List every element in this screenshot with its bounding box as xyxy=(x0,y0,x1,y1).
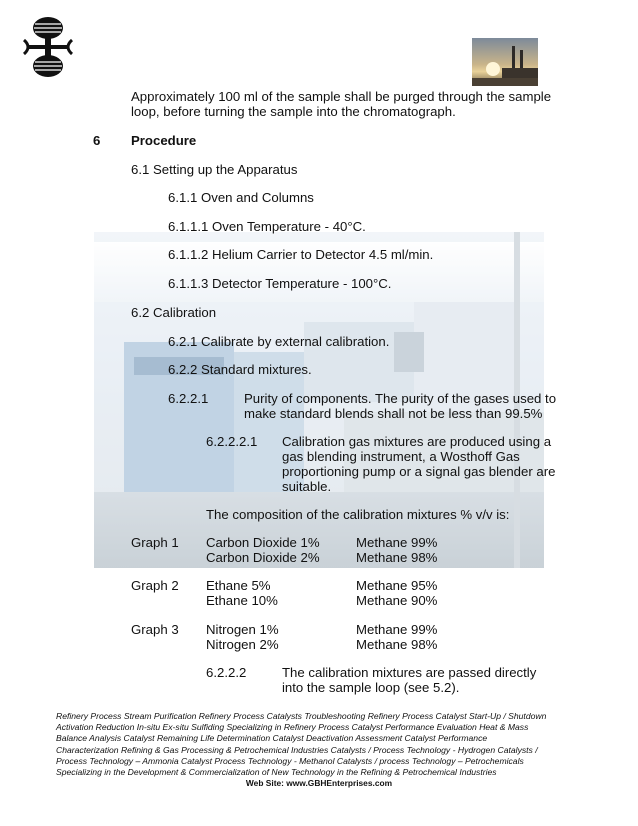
section-number: 6 xyxy=(93,133,101,148)
item-6-2-2-2-line-2: into the sample loop (see 5.2). xyxy=(282,680,460,695)
intro-line-2: loop, before turning the sample into the chromatograph. xyxy=(131,104,456,119)
graph-1-methane-2: Methane 98% xyxy=(356,550,438,565)
item-6-2-2-2-number: 6.2.2.2 xyxy=(206,665,247,680)
item-6-2-2-2-line-1: The calibration mixtures are passed directly xyxy=(282,665,537,680)
graph-3-methane-2: Methane 98% xyxy=(356,637,438,652)
item-6-2-2: 6.2.2 Standard mixtures. xyxy=(168,362,312,377)
graph-2-methane-2: Methane 90% xyxy=(356,593,438,608)
footer-line: Balance Analysis Catalyst Remaining Life Determination Catalyst Deactivation Assessment Catalyst Performance xyxy=(56,733,488,744)
intro-line-1: Approximately 100 ml of the sample shall be purged through the sample xyxy=(131,89,552,104)
item-6-2-2-2-1-line-3: proportioning pump or a signal gas blender are xyxy=(282,464,556,479)
website-link[interactable]: Web Site: www.GBHEnterprises.com xyxy=(245,778,393,788)
plant-photo xyxy=(472,38,538,86)
composition-intro: The composition of the calibration mixtures % v/v is: xyxy=(206,507,510,522)
graph-3-methane-1: Methane 99% xyxy=(356,622,438,637)
graph-1-component-1: Carbon Dioxide 1% xyxy=(206,535,320,550)
item-6-2-2-2-1-number: 6.2.2.2.1 xyxy=(206,434,258,449)
footer-line: Process Technology – Ammonia Catalyst Process Technology - Methanol Catalysts / process Technology – Petrochemicals xyxy=(56,755,524,766)
footer-line: Refinery Process Stream Purification Refinery Process Catalysts Troubleshooting Refinery Process Catalyst Start-Up / Shutdown xyxy=(56,711,547,721)
heading-6-1-1: 6.1.1 Oven and Columns xyxy=(168,190,314,205)
graph-1-component-2: Carbon Dioxide 2% xyxy=(206,550,320,565)
graph-1-label: Graph 1 xyxy=(131,535,179,550)
item-6-2-2-2-1-line-1: Calibration gas mixtures are produced using a xyxy=(282,434,552,449)
item-6-2-2-2-1-line-4: suitable. xyxy=(282,479,332,494)
footer-line: Specializing in the Development & Commercialization of New Technology in the Refining & Petrochemical Industries xyxy=(56,767,497,778)
item-6-2-2-1-line-1: Purity of components. The purity of the gases used to xyxy=(244,391,557,406)
item-6-1-1-3: 6.1.1.3 Detector Temperature - 100°C. xyxy=(168,276,392,291)
footer-line: Activation Reduction In-situ Ex-situ Sulfiding Specializing in Refinery Process Catalyst Performance Evaluation Heat & Mass xyxy=(56,722,529,733)
heading-6-2: 6.2 Calibration xyxy=(131,305,217,320)
company-logo xyxy=(22,14,74,80)
section-title: Procedure xyxy=(131,133,197,148)
graph-3-component-1: Nitrogen 1% xyxy=(206,622,279,637)
footer-line: Characterization Refining & Gas Processing & Petrochemical Industries Catalysts / Process Technology - Hydrogen Catalysts / xyxy=(56,744,538,755)
graph-3-label: Graph 3 xyxy=(131,622,179,637)
graph-3-component-2: Nitrogen 2% xyxy=(206,637,279,652)
item-6-2-2-1-number: 6.2.2.1 xyxy=(168,391,209,406)
heading-6-1: 6.1 Setting up the Apparatus xyxy=(131,162,298,177)
item-6-2-2-2-1-line-2: gas blending instrument, a Wosthoff Gas xyxy=(282,449,520,464)
graph-2-label: Graph 2 xyxy=(131,578,179,593)
item-6-2-1: 6.2.1 Calibrate by external calibration. xyxy=(168,334,390,349)
item-6-2-2-1-line-2: make standard blends shall not be less than 99.5% xyxy=(244,406,543,421)
footer-description xyxy=(56,711,556,778)
graph-2-methane-1: Methane 95% xyxy=(356,578,438,593)
graph-2-component-2: Ethane 10% xyxy=(206,593,278,608)
graph-1-methane-1: Methane 99% xyxy=(356,535,438,550)
graph-2-component-1: Ethane 5% xyxy=(206,578,271,593)
item-6-1-1-1: 6.1.1.1 Oven Temperature - 40°C. xyxy=(168,219,366,234)
item-6-1-1-2: 6.1.1.2 Helium Carrier to Detector 4.5 ml/min. xyxy=(168,247,434,262)
